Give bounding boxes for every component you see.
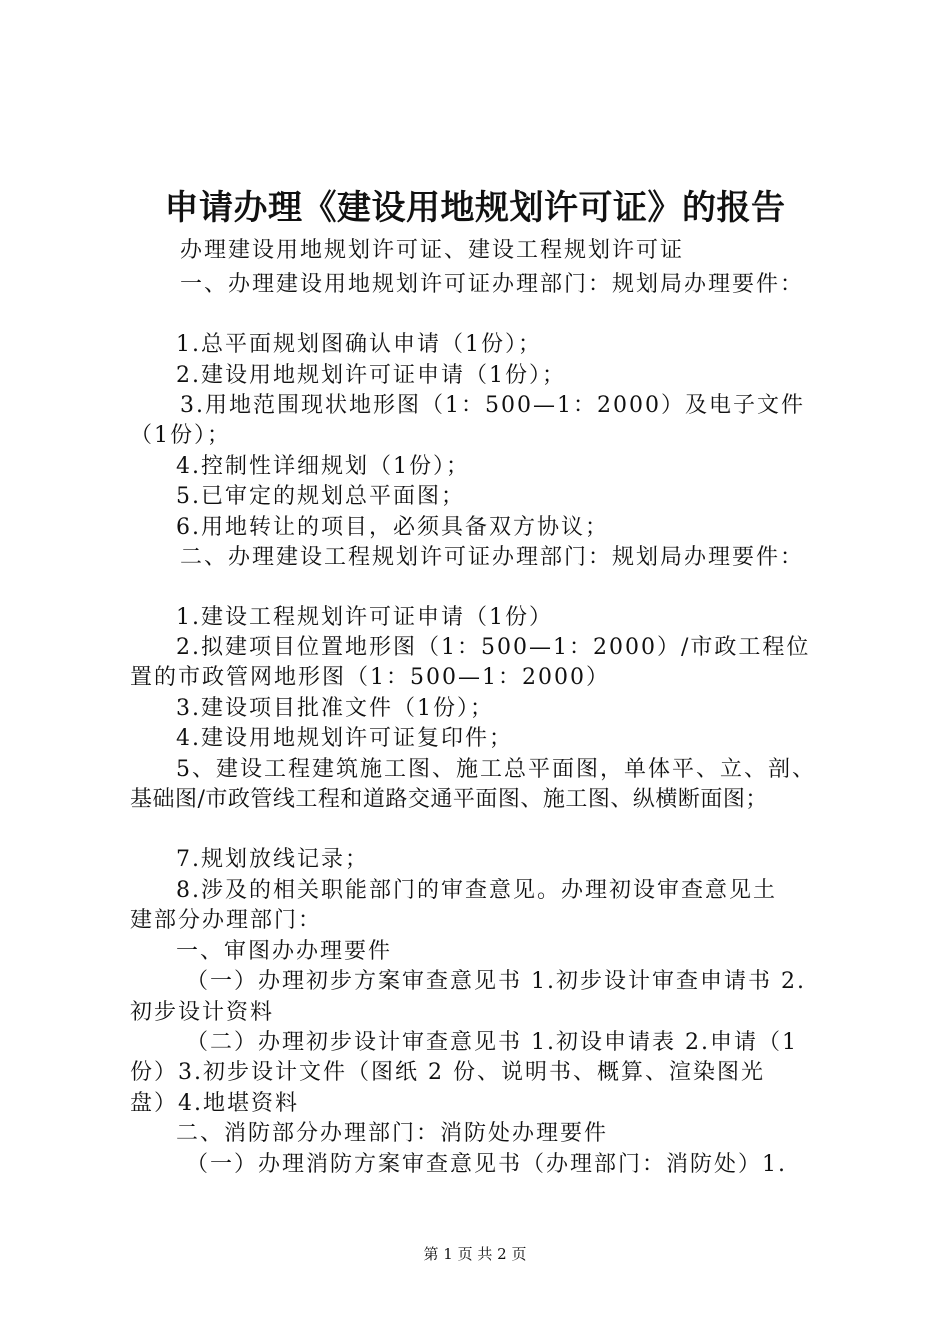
section-heading: 二、办理建设工程规划许可证办理部门：规划局办理要件： (180, 545, 805, 570)
list-item: 2.建设用地规划许可证申请（1份）； (176, 363, 566, 388)
list-item: 4.建设用地规划许可证复印件； (176, 726, 513, 751)
section-heading: 二、消防部分办理部门：消防处办理要件 (176, 1121, 609, 1146)
list-item: 4.控制性详细规划（1份）； (176, 454, 470, 479)
list-item: 1.总平面规划图确认申请（1份）； (176, 332, 542, 357)
list-item: （二）办理初步设计审查意见书 1.初设申请表 2.申请（1 (186, 1030, 798, 1055)
document-title: 申请办理《建设用地规划许可证》的报告 (164, 188, 786, 228)
list-item-continuation: 盘）4.地堪资料 (130, 1091, 299, 1116)
section-heading: 一、审图办办理要件 (176, 939, 393, 964)
list-item: 7.规划放线记录； (176, 847, 369, 872)
list-item: 3.用地范围现状地形图（1：500—1：2000）及电子文件 (180, 393, 805, 418)
section-heading: 一、办理建设用地规划许可证办理部门：规划局办理要件： (180, 272, 805, 297)
list-item-continuation: 初步设计资料 (130, 1000, 275, 1025)
list-item: （一）办理消防方案审查意见书（办理部门：消防处）1. (186, 1152, 787, 1177)
list-item: （一）办理初步方案审查意见书 1.初步设计审查申请书 2. (186, 969, 806, 994)
list-item: 5.已审定的规划总平面图； (176, 484, 465, 509)
list-item: 5、建设工程建筑施工图、施工总平面图，单体平、立、剖、 (176, 757, 816, 782)
list-item: 3.建设项目批准文件（1份）； (176, 696, 494, 721)
intro-line: 办理建设用地规划许可证、建设工程规划许可证 (180, 238, 685, 263)
list-item-continuation: 基础图/市政管线工程和道路交通平面图、施工图、纵横断面图； (130, 787, 768, 812)
list-item-continuation: 份）3.初步设计文件（图纸 2 份、说明书、概算、渲染图光 (130, 1060, 765, 1085)
list-item: 6.用地转让的项目，必须具备双方协议； (176, 515, 609, 540)
page-number: 第 1 页 共 2 页 (423, 1245, 527, 1263)
list-item: 8.涉及的相关职能部门的审查意见。办理初设审查意见土 (176, 878, 777, 903)
list-item-continuation: （1份）； (130, 423, 231, 448)
list-item: 2.拟建项目位置地形图（1：500—1：2000）/市政工程位 (176, 635, 811, 660)
list-item-continuation: 建部分办理部门： (130, 908, 323, 933)
list-item-continuation: 置的市政管网地形图（1：500—1：2000） (130, 665, 610, 690)
list-item: 1.建设工程规划许可证申请（1份） (176, 605, 553, 630)
